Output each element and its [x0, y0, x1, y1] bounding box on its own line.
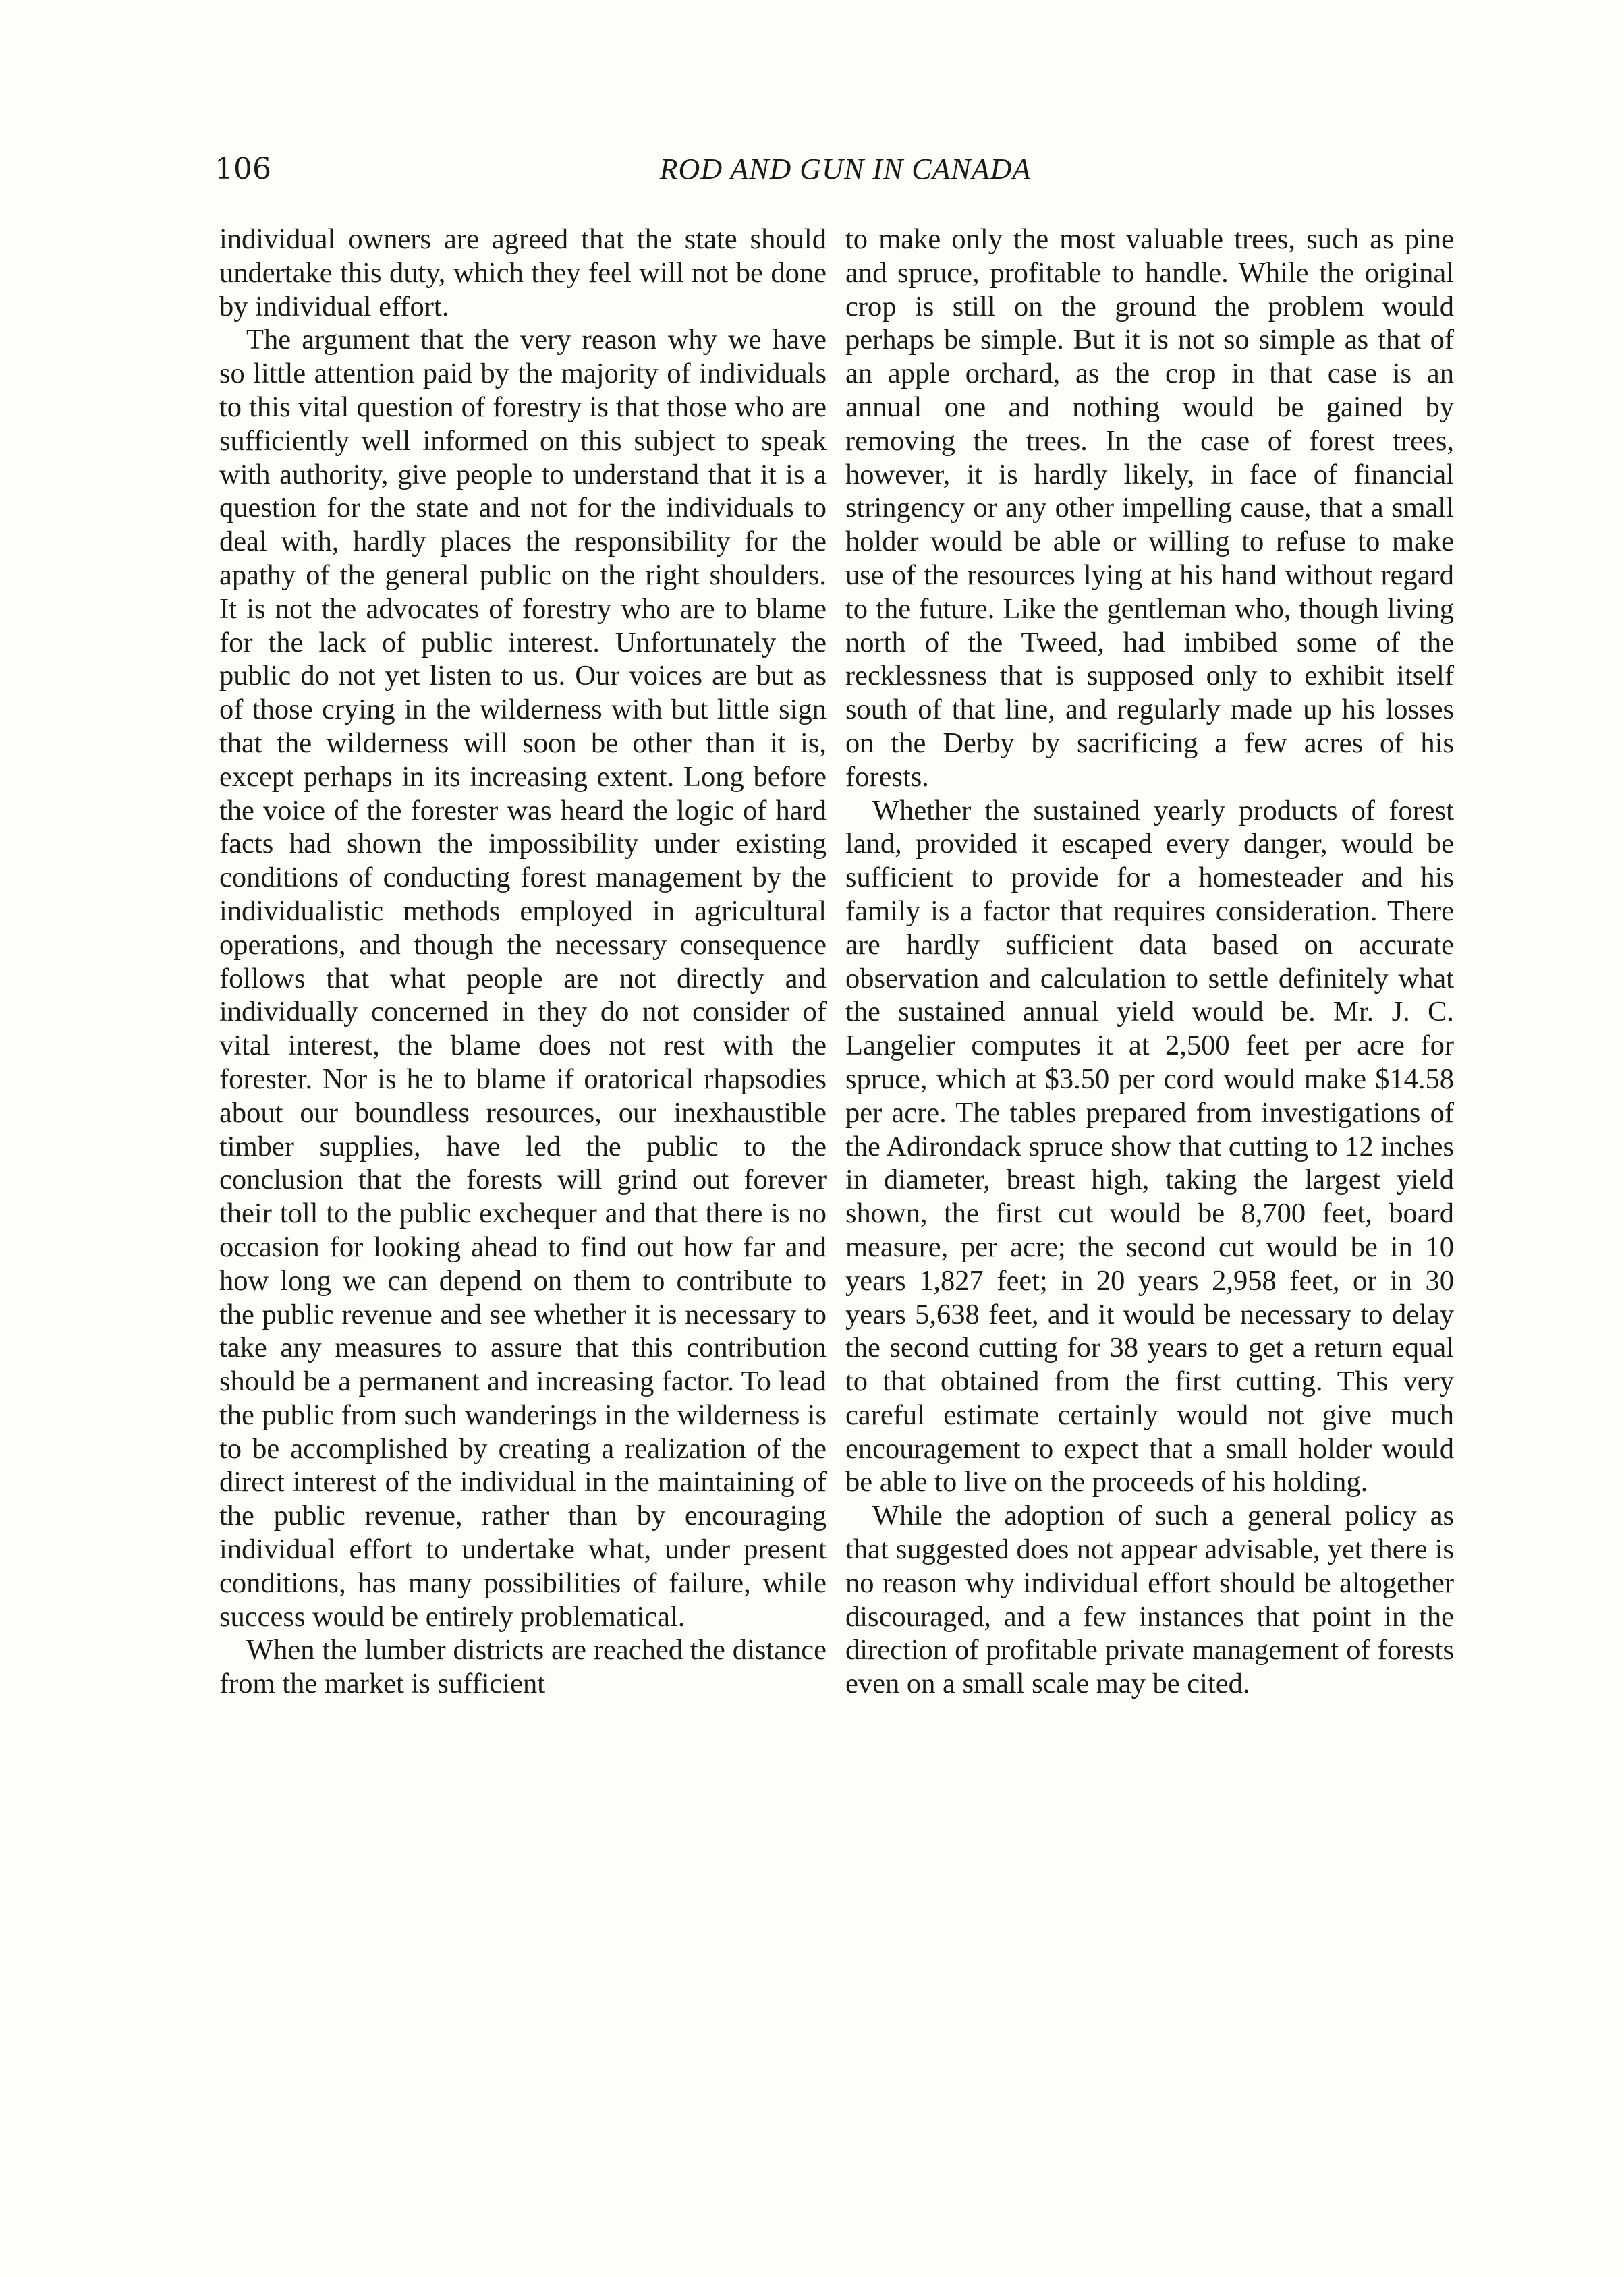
paragraph-private-management: While the adoption of such a general policy as that suggested does not appear advisable, yet there is no reason why individual effort should be altogether discouraged, and a few instances that point in the direction of profitable private management of forests even on a small scale may be cited. — [845, 1500, 1454, 1700]
right-column — [845, 223, 1454, 1701]
paragraph-lumber-districts: When the lumber districts are reached the distance from the market is sufficient — [219, 1634, 827, 1700]
paragraph-sustained-yield: Whether the sustained yearly products of forest land, provided it escaped every danger, would be sufficient to provide for a homesteader and his family is a factor that requires consideration. There are hardly sufficient data based on accurate observation and calculation to settle definitely what the sustained annual yield would be. Mr. J. C. Langelier computes it at 2,500 feet per acre for spruce, which at $3.50 per cord would make $14.58 per acre. The tables prepared from investigations of the Adirondack spruce show that cutting to 12 inches in diameter, breast high, taking the largest yield shown, the first cut would be 8,700 feet, board measure, per acre; the second cut would be in 10 years 1,827 feet; in 20 years 2,958 feet, or in 30 years 5,638 feet, and it would be necessary to delay the second cutting for 38 years to get a return equal to that obtained from the first cutting. This very careful estimate certainly would not give much encouragement to expect that a small holder would be able to live on the proceeds of his holding. — [845, 794, 1454, 1498]
page-number: 106 — [215, 152, 271, 186]
paragraph-argument: The argument that the very reason why we have so little attention paid by the majority of individuals to this vital question of forestry is that those who are sufficiently well informed on this subject to speak with authority, give people to understand that it is a question for the state and not for the individuals to deal with, hardly places the responsibility for the apathy of the general public on the right shoulders. It is not the advocates of forestry who are to blame for the lack of public interest. Unfortunately the public do not yet listen to us. Our voices are but as of those crying in the wilderness with but little sign that the wilderness will soon be other than it is, except perhaps in its increasing extent. Long before the voice of the forester was heard the logic of hard facts had shown the impossibility under existing conditions of conducting forest management by the individualistic methods employed in agricultural operations, and though the necessary consequence follows that what people are not directly and individually concerned in they do not consider of vital interest, the blame does not rest with the forester. Nor is he to blame if oratorical rhapsodies about our boundless resources, our inexhaustible timber supplies, have led the public to the conclusion that the forests will grind out forever their toll to the public exchequer and that there is no occasion for looking ahead to find out how far and how long we can depend on them to contribute to the public revenue and see whether it is necessary to take any measures to assure that this contribution should be a permanent and increasing factor. To lead the public from such wanderings in the wilderness is to be accomplished by creating a realization of the direct interest of the individual in the maintaining of the public revenue, rather than by encouraging individual effort to undertake what, under present conditions, has many possibilities of failure, while success would be entirely problematical. — [219, 324, 827, 1633]
page-header — [215, 152, 1476, 199]
paragraph-continuation: individual owners are agreed that the state should undertake this duty, which they feel will not be done by individual effort. — [219, 223, 827, 322]
paragraph-valuable-trees: to make only the most valuable trees, such as pine and spruce, profitable to handle. While the original crop is still on the ground the problem would perhaps be simple. But it is not so simple as that of an apple orchard, as the crop in that case is an annual one and nothing would be gained by removing the trees. In the case of forest trees, however, it is hardly likely, in face of financial stringency or any other impelling cause, that a small holder would be able or willing to refuse to make use of the resources lying at his hand without regard to the future. Like the gentleman who, though living north of the Tweed, had imbibed some of the recklessness that is supposed only to exhibit itself south of that line, and regularly made up his losses on the Derby by sacrificing a few acres of his forests. — [845, 223, 1454, 793]
left-column — [219, 223, 827, 1701]
running-title: ROD AND GUN IN CANADA — [659, 152, 1032, 186]
